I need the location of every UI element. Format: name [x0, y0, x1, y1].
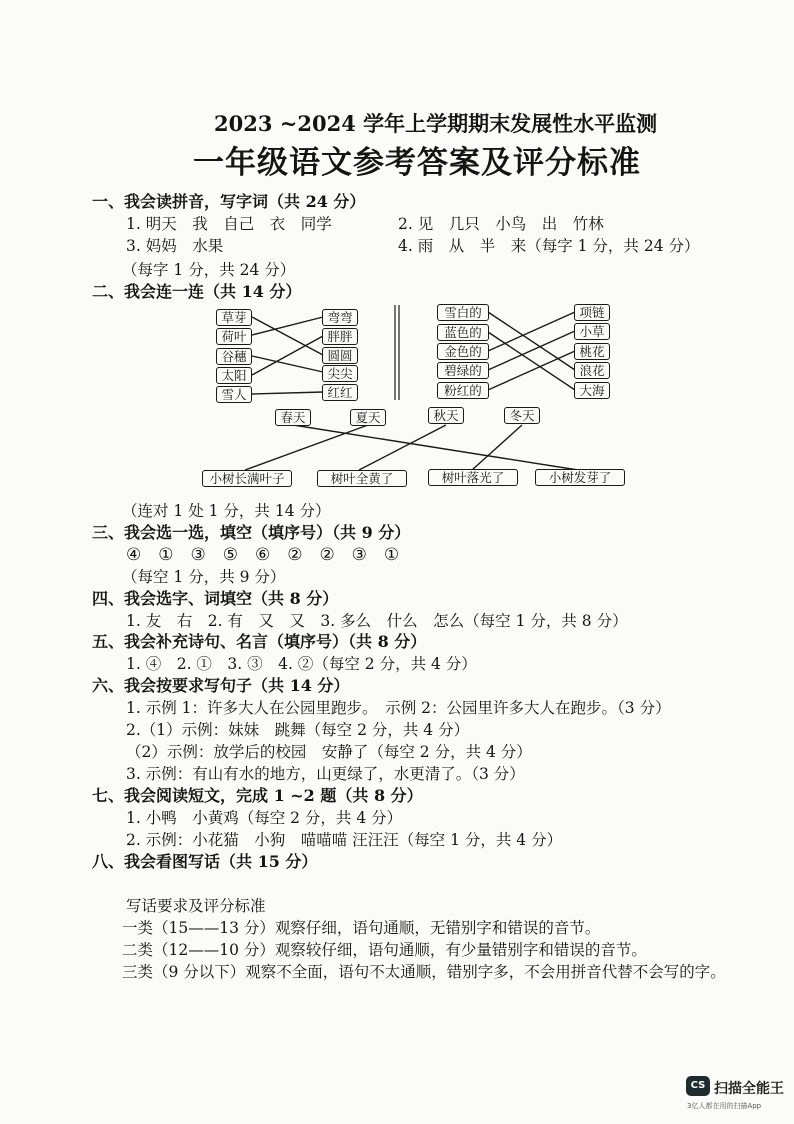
season-box: 春天: [275, 409, 311, 426]
word-box: 尖尖: [322, 365, 358, 382]
matching-lines: [0, 0, 794, 520]
section8-subheading: 写话要求及评分标准: [126, 897, 266, 915]
word-box: 草芽: [216, 309, 252, 326]
word-box: 浪花: [574, 362, 610, 379]
section3-answers: ④ ① ③ ⑤ ⑥ ② ② ③ ①: [126, 545, 400, 565]
section1-line2-left: 3. 妈妈 水果: [126, 237, 224, 255]
season-box: 秋天: [428, 407, 464, 424]
word-box: 小草: [574, 323, 610, 340]
section4-line: 1. 友 右 2. 有 又 又 3. 多么 什么 怎么（每空 1 分，共 8 分）: [126, 612, 628, 630]
section2-note: （连对 1 处 1 分，共 14 分）: [122, 502, 331, 520]
match-line: [488, 331, 575, 370]
section6-line1: 1. 示例 1：许多大人在公园里跑步。 示例 2：公园里许多大人在跑步。（3 分）: [126, 699, 671, 717]
section4-heading: 四、我会选字、词填空（共 8 分）: [92, 589, 339, 608]
phrase-box: 小树发芽了: [535, 469, 625, 486]
phrase-box: 树叶全黄了: [317, 470, 407, 487]
match-line: [472, 425, 522, 470]
word-box: 大海: [574, 382, 610, 399]
section1-line2-right: 4. 雨 从 半 来（每字 1 分，共 24 分）: [398, 237, 700, 255]
section3-heading: 三、我会选一选，填空（填序号）（共 9 分）: [92, 523, 411, 542]
section5-heading: 五、我会补充诗句、名言（填序号）（共 8 分）: [92, 632, 427, 651]
section3-note: （每空 1 分，共 9 分）: [122, 568, 286, 586]
section7-heading: 七、我会阅读短文，完成 1 ~2 题（共 8 分）: [92, 786, 423, 805]
word-box: 太阳: [216, 367, 252, 384]
section6-line4: 3. 示例：有山有水的地方，山更绿了，水更清了。（3 分）: [126, 765, 525, 783]
section7-line1: 1. 小鸭 小黄鸡（每空 2 分，共 4 分）: [126, 809, 403, 827]
section8-heading: 八、我会看图写话（共 15 分）: [92, 852, 318, 871]
word-box: 蓝色的: [437, 324, 489, 341]
word-box: 荷叶: [216, 328, 252, 345]
match-line: [245, 425, 368, 470]
match-line: [252, 317, 323, 355]
phrase-box: 树叶落光了: [428, 469, 518, 486]
camscanner-brand: 扫描全能王: [714, 1081, 784, 1097]
word-box: 雪人: [216, 386, 252, 403]
section1-line1-right: 2. 见 几只 小鸟 出 竹林: [398, 215, 604, 233]
word-box: 金色的: [437, 343, 489, 360]
phrase-box: 小树长满叶子: [202, 470, 292, 487]
section1-note: （每字 1 分，共 24 分）: [122, 261, 296, 279]
section8-line2: 二类（12——10 分）观察较仔细，语句通顺，有少量错别字和错误的音节。: [122, 941, 647, 959]
word-box: 桃花: [574, 343, 610, 360]
section2-heading: 二、我会连一连（共 14 分）: [92, 282, 302, 301]
section8-line3: 三类（9 分以下）观察不全面，语句不太通顺，错别字多，不会用拼音代替不会写的字。: [122, 963, 726, 981]
section1-line1-left: 1. 明天 我 自己 衣 同学: [126, 215, 332, 233]
exam-title-line2: 一年级语文参考答案及评分标准: [193, 145, 641, 181]
word-box: 圆圆: [322, 347, 358, 364]
camscanner-tagline: 3亿人都在用的扫描App: [687, 1102, 762, 1110]
season-box: 冬天: [504, 407, 540, 424]
word-box: 粉红的: [437, 382, 489, 399]
section8-line1: 一类（15——13 分）观察仔细，语句通顺，无错别字和错误的音节。: [122, 919, 601, 937]
word-box: 碧绿的: [437, 362, 489, 379]
word-box: 胖胖: [322, 328, 358, 345]
match-line: [488, 312, 575, 351]
section5-line: 1. ④ 2. ① 3. ③ 4. ②（每空 2 分，共 4 分）: [126, 655, 477, 673]
season-box: 夏天: [350, 409, 386, 426]
section1-heading: 一、我会读拼音，写字词（共 24 分）: [92, 192, 366, 211]
match-line: [293, 425, 578, 470]
match-line: [488, 351, 575, 390]
section6-heading: 六、我会按要求写句子（共 14 分）: [92, 676, 350, 695]
word-box: 谷穗: [216, 348, 252, 365]
section6-line3: （2）示例：放学后的校园 安静了（每空 2 分，共 4 分）: [126, 743, 532, 761]
camscanner-logo: CS: [686, 1076, 710, 1096]
match-line: [252, 317, 323, 335]
word-box: 红红: [322, 384, 358, 401]
section6-line2: 2.（1）示例：妹妹 跳舞（每空 2 分，共 4 分）: [126, 721, 470, 739]
word-box: 弯弯: [322, 309, 358, 326]
word-box: 雪白的: [437, 304, 489, 321]
match-line: [252, 392, 323, 394]
word-box: 项链: [574, 304, 610, 321]
exam-title-line1: 2023 ~2024 学年上学期期末发展性水平监测: [214, 111, 658, 136]
section7-line2: 2. 示例：小花猫 小狗 喵喵喵 汪汪汪（每空 1 分，共 4 分）: [126, 831, 563, 849]
